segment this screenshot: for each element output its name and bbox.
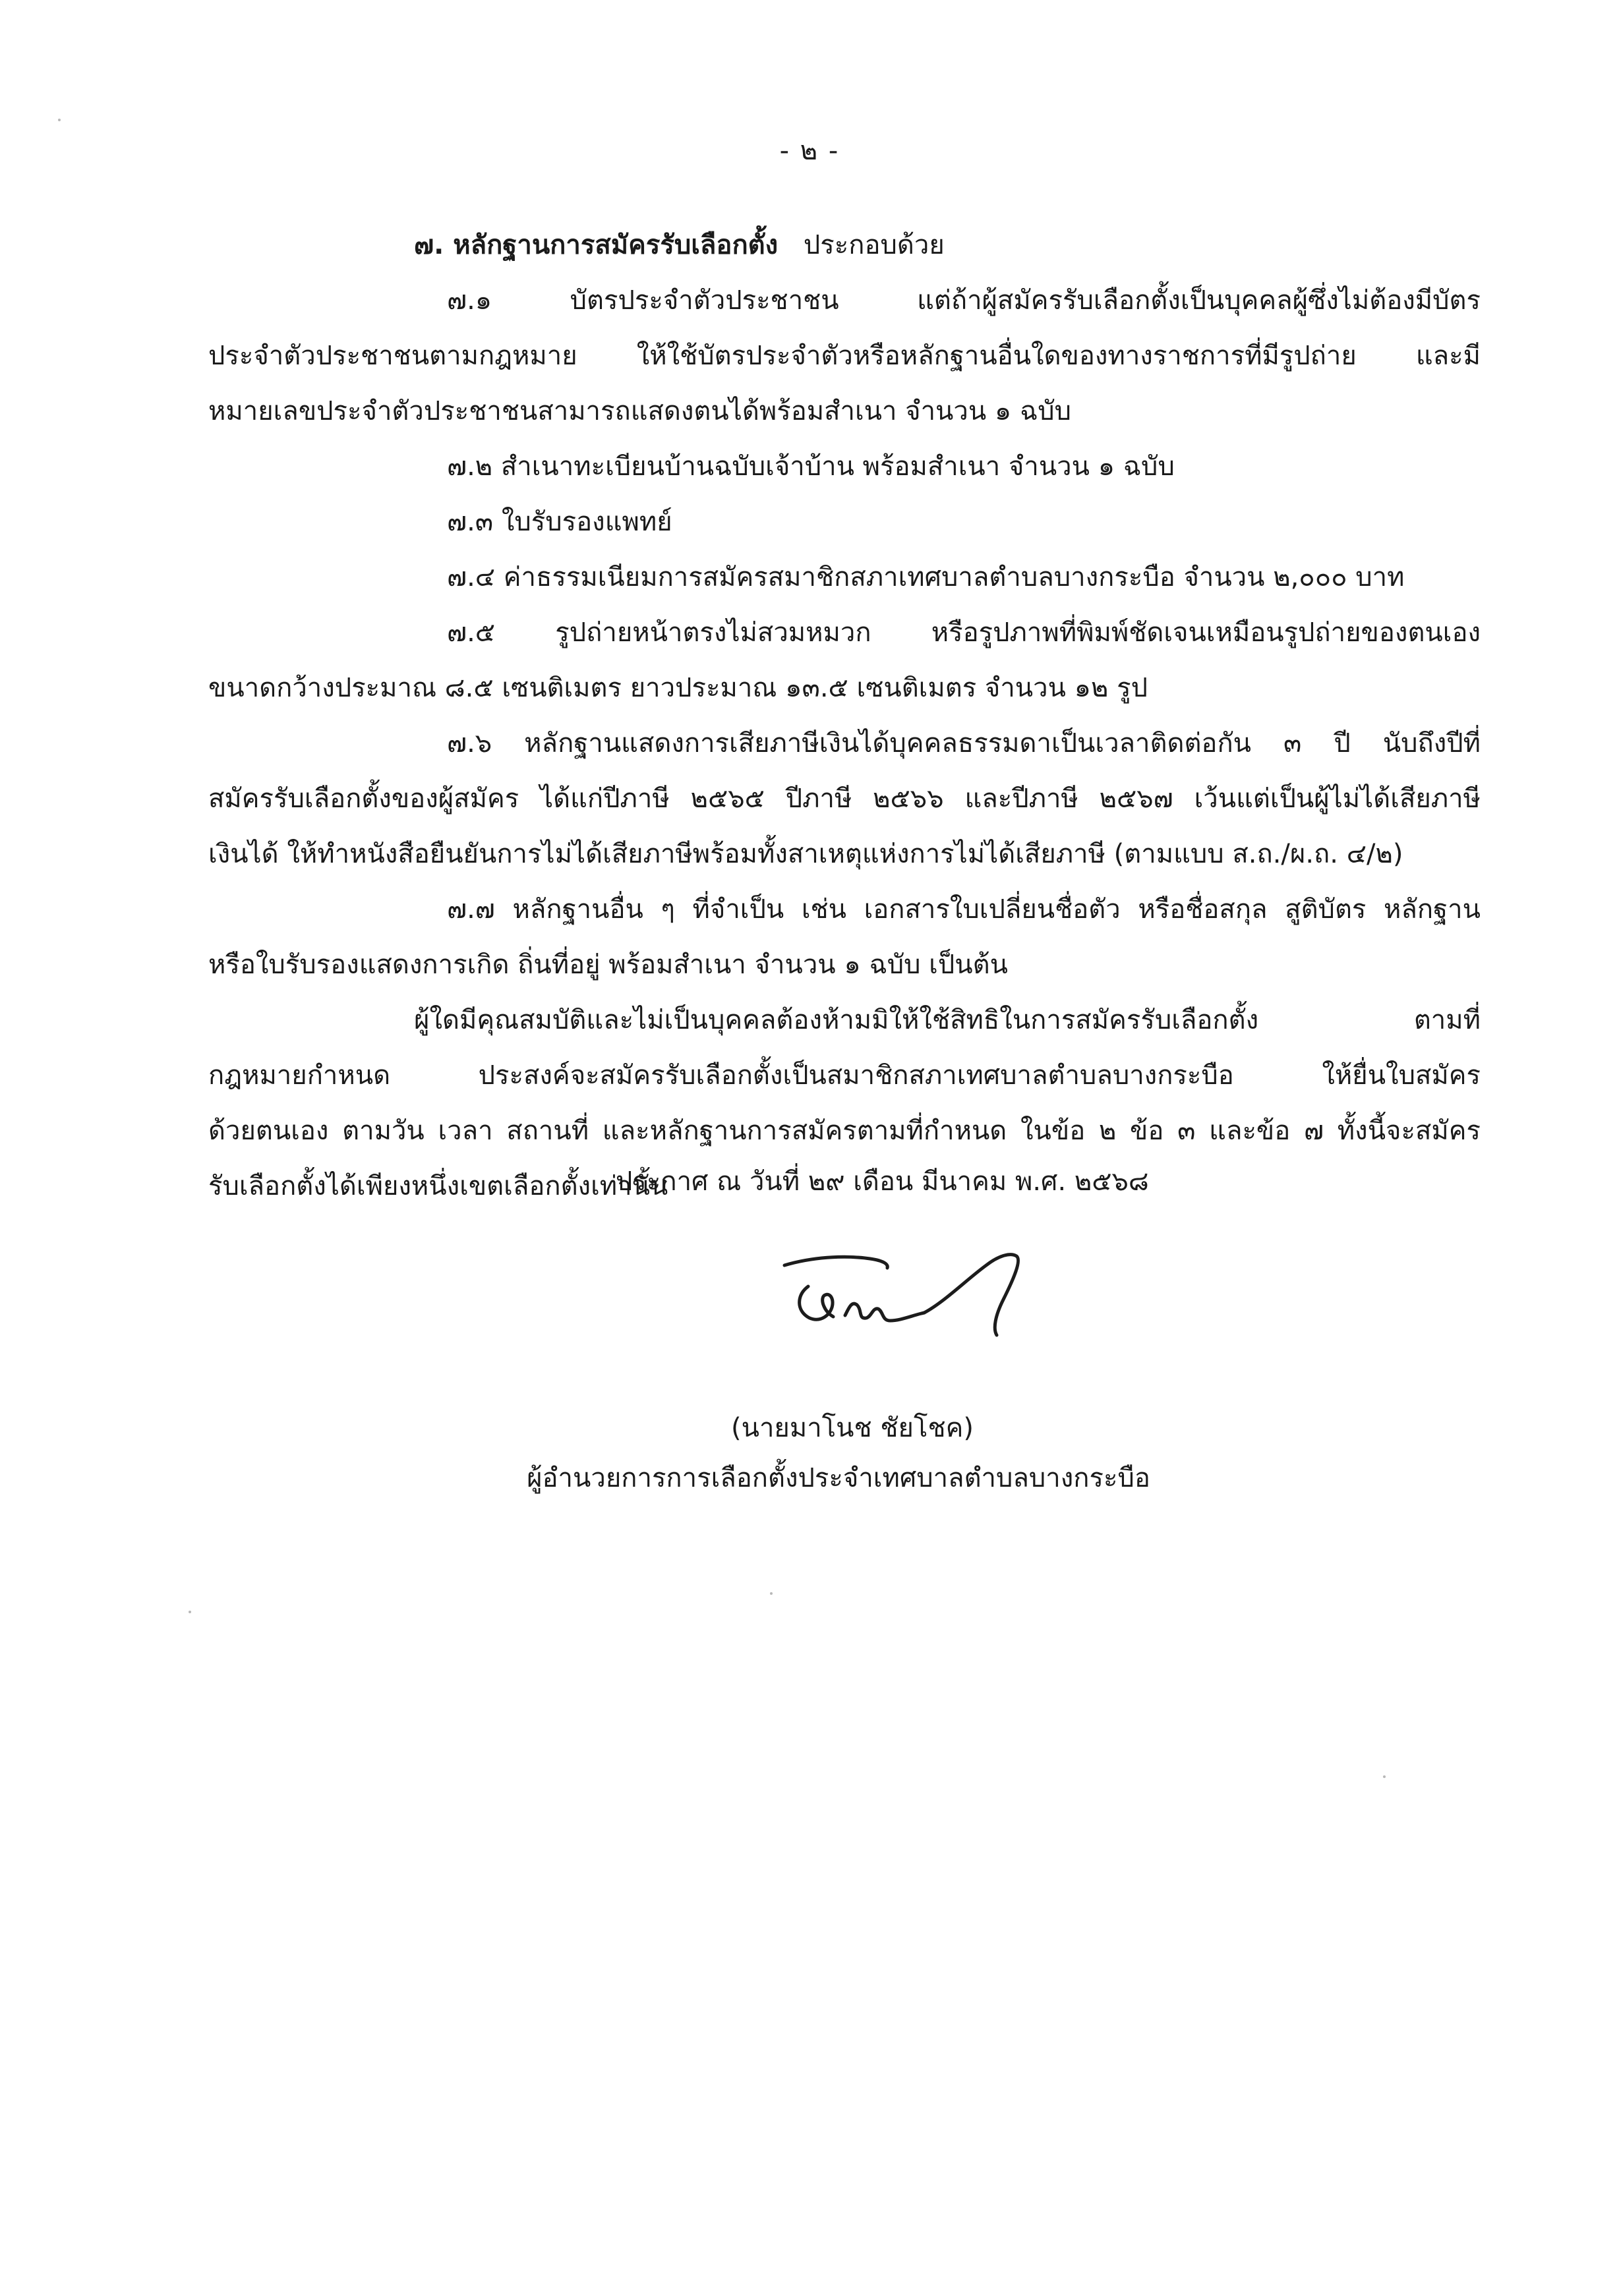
item-7-5-line-2: ขนาดกว้างประมาณ ๘.๕ เซนติเมตร ยาวประมาณ ๑๓.๕ เซนติเมตร จำนวน ๑๒ รูป: [208, 673, 1148, 703]
handwritten-signature: [771, 1239, 1048, 1358]
closing-paragraph-line-2: กฎหมายกำหนด ประสงค์จะสมัครรับเลือกตั้งเป็นสมาชิกสภาเทศบาลตำบลบางกระบือ ให้ยื่นใบสมัคร: [208, 1060, 1481, 1091]
section-heading-title: ๗. หลักฐานการสมัครรับเลือกตั้ง: [414, 230, 779, 260]
item-7-3: ๗.๓ ใบรับรองแพทย์: [447, 507, 672, 537]
item-7-7-line-2: หรือใบรับรองแสดงการเกิด ถิ่นที่อยู่ พร้อมสำเนา จำนวน ๑ ฉบับ เป็นต้น: [208, 950, 1008, 980]
item-7-1-line-2: ประจำตัวประชาชนตามกฎหมาย ให้ใช้บัตรประจำตัวหรือหลักฐานอื่นใดของทางราชการที่มีรูปถ่าย และมี: [208, 341, 1481, 371]
document-body: [208, 217, 1481, 1214]
item-7-4: ๗.๔ ค่าธรรมเนียมการสมัครสมาชิกสภาเทศบาลตำบลบางกระบือ จำนวน ๒,๐๐๐ บาท: [447, 562, 1405, 592]
signer-name: (นายมาโนช ชัยโชค): [731, 1413, 974, 1443]
section-heading: [208, 217, 1481, 273]
closing-paragraph-line-4: รับเลือกตั้งได้เพียงหนึ่งเขตเลือกตั้งเท่านั้น: [208, 1171, 668, 1201]
item-7-2: ๗.๒ สำเนาทะเบียนบ้านฉบับเจ้าบ้าน พร้อมสำเนา จำนวน ๑ ฉบับ: [447, 451, 1175, 482]
section-heading-rest: ประกอบด้วย: [803, 230, 945, 260]
item-7-6-line-3: เงินได้ ให้ทำหนังสือยืนยันการไม่ได้เสียภาษีพร้อมทั้งสาเหตุแห่งการไม่ได้เสียภาษี (ตามแบบ ส.ถ./ผ.ถ. ๔/๒): [208, 839, 1403, 869]
item-7-1-line-3: หมายเลขประจำตัวประชาชนสามารถแสดงตนได้พร้อมสำเนา จำนวน ๑ ฉบับ: [208, 396, 1072, 426]
scan-speck: [1383, 1775, 1386, 1778]
item-7-6-line-1: ๗.๖ หลักฐานแสดงการเสียภาษีเงินได้บุคคลธรรมดาเป็นเวลาติดต่อกัน ๓ ปี นับถึงปีที่: [447, 728, 1481, 759]
item-7-1-line-1: ๗.๑ บัตรประจำตัวประชาชน แต่ถ้าผู้สมัครรับเลือกตั้งเป็นบุคคลผู้ซึ่งไม่ต้องมีบัตร: [447, 285, 1481, 316]
closing-paragraph-line-1: ผู้ใดมีคุณสมบัติและไม่เป็นบุคคลต้องห้ามมิให้ใช้สิทธิในการสมัครรับเลือกตั้ง ตามที่: [414, 1005, 1481, 1035]
page-number: - ๒ -: [779, 136, 840, 166]
scan-speck: [770, 1592, 773, 1595]
scan-speck: [58, 119, 61, 121]
item-7-6-line-2: สมัครรับเลือกตั้งของผู้สมัคร ได้แก่ปีภาษี ๒๕๖๕ ปีภาษี ๒๕๖๖ และปีภาษี ๒๕๖๗ เว้นแต่เป็นผู้ไม่ได้เสียภาษี: [208, 784, 1481, 814]
scan-speck: [189, 1611, 191, 1613]
announcement-date: ประกาศ ณ วันที่ ๒๙ เดือน มีนาคม พ.ศ. ๒๕๖๘: [616, 1166, 1149, 1197]
closing-paragraph-line-3: ด้วยตนเอง ตามวัน เวลา สถานที่ และหลักฐานการสมัครตามที่กำหนด ในข้อ ๒ ข้อ ๓ และข้อ ๗ ทั้งนี้จะสมัคร: [208, 1116, 1481, 1146]
signer-title: ผู้อำนวยการการเลือกตั้งประจำเทศบาลตำบลบางกระบือ: [527, 1463, 1150, 1493]
item-7-5-line-1: ๗.๕ รูปถ่ายหน้าตรงไม่สวมหมวก หรือรูปภาพที่พิมพ์ชัดเจนเหมือนรูปถ่ายของตนเอง: [447, 617, 1481, 648]
item-7-7-line-1: ๗.๗ หลักฐานอื่น ๆ ที่จำเป็น เช่น เอกสารใบเปลี่ยนชื่อตัว หรือชื่อสกุล สูติบัตร หลักฐาน: [447, 894, 1481, 925]
